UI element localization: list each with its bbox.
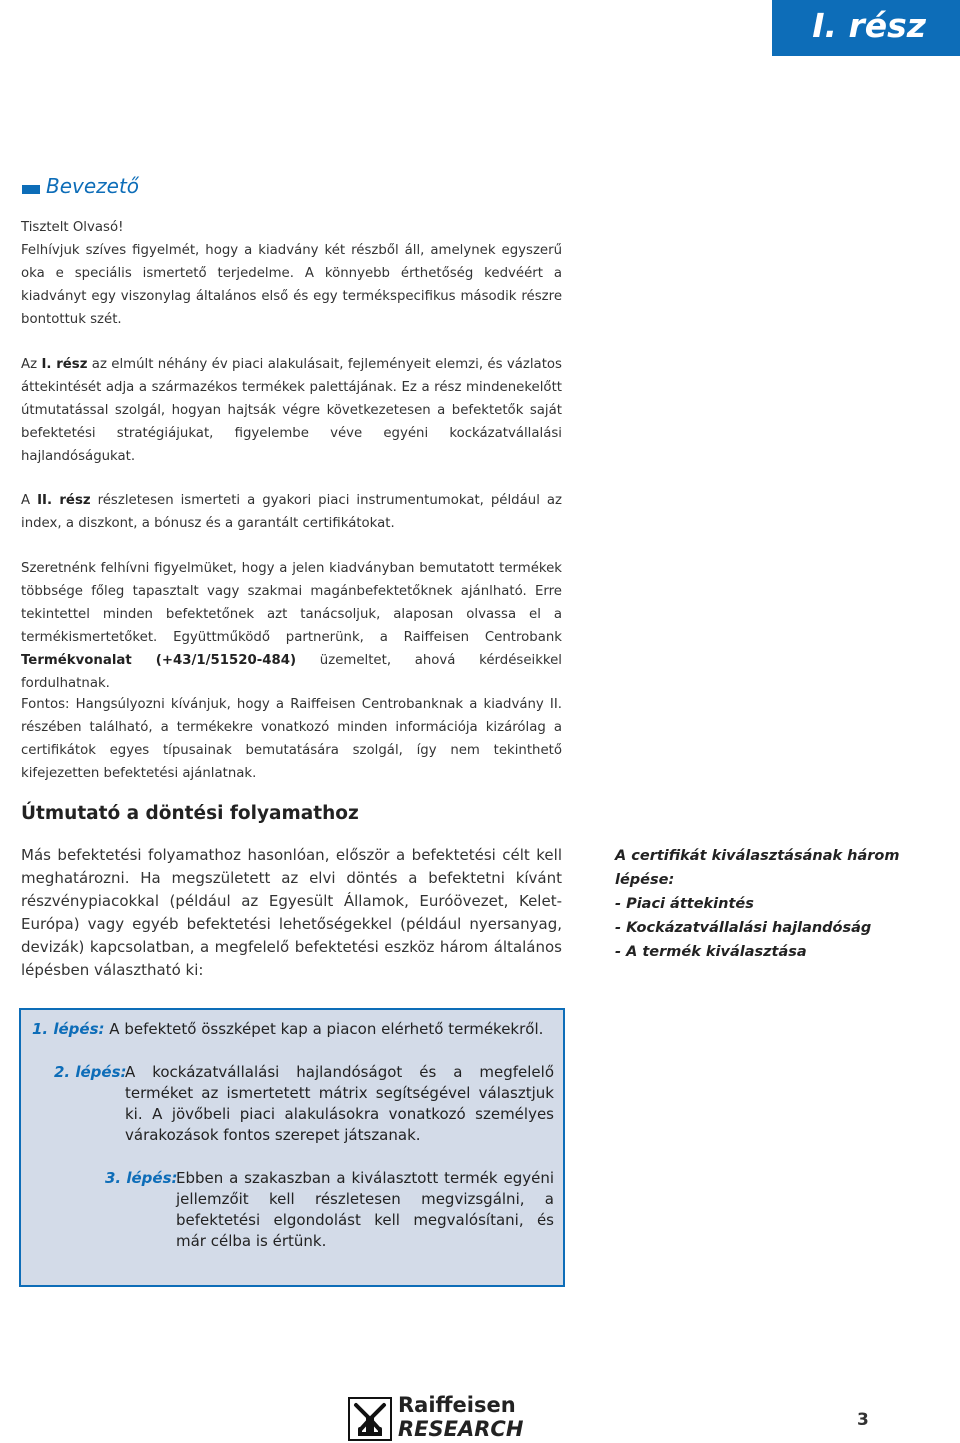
step-label: 1. lépés: bbox=[32, 1020, 105, 1038]
step-item bbox=[105, 1168, 555, 1250]
guide-paragraph: Más befektetési folyamathoz hasonlóan, először a befektetési célt kell meghatározni. Ha megszületett az elvi döntés a befektetni kívánt részvénypiacokkal (például az Egyesült Államok, Euróövezet, Kelet-Európa) vagy egyéb befektetési lehetőségekkel (például nyersanyag, devizák) kapcsolatban, a megfelelő befektetési eszköz három általános lépésben választható ki: bbox=[21, 846, 562, 979]
step-text: Ebben a szakaszban a kiválasztott termék egyéni jellemzőit kell részletesen megvizsgálni, a befektetési elgondolást kell megvalósítani, és már célba is értünk. bbox=[176, 1169, 554, 1250]
part-tab-label: I. rész bbox=[812, 6, 926, 45]
sidebar-line: lépése: bbox=[615, 872, 675, 888]
section-title: Bevezető bbox=[46, 174, 140, 198]
sidebar-line: - Piaci áttekintés bbox=[615, 896, 754, 912]
part-tab bbox=[772, 0, 960, 56]
salutation: Tisztelt Olvasó! bbox=[21, 220, 124, 235]
steps-box bbox=[19, 1008, 565, 1287]
guide-heading: Útmutató a döntési folyamathoz bbox=[21, 803, 359, 824]
page-number: 3 bbox=[857, 1410, 869, 1430]
brand-subtitle: RESEARCH bbox=[398, 1417, 524, 1441]
intro-paragraph-1: Felhívjuk szíves figyelmét, hogy a kiadvány két részből áll, amelynek egyszerű oka e speciális ismertető terjedelme. A könnyebb érthetőség kedvéért a kiadványt egy viszonylag általános első és egy termékspecifikus második részre bontottuk szét. bbox=[21, 243, 562, 327]
intro-paragraph-5: Fontos: Hangsúlyozni kívánjuk, hogy a Raiffeisen Centrobanknak a kiadvány II. részében található, a termékekre vonatkozó minden információja kizárólag a certifikátok egyes típusainak bemutatására szolgál, így nem tekinthető kifejezetten befektetési ajánlatnak. bbox=[21, 697, 562, 781]
section-marker bbox=[22, 185, 40, 194]
step-label: 2. lépés: bbox=[54, 1063, 127, 1081]
intro-paragraph-3: A II. rész részletesen ismerteti a gyakori piaci instrumentumokat, például az index, a diszkont, a bónusz és a garantált certifikátokat. bbox=[21, 493, 562, 531]
step-label: 3. lépés: bbox=[105, 1169, 178, 1187]
intro-paragraph-2: Az I. rész az elmúlt néhány év piaci alakulásait, fejleményeit elemzi, és vázlatos áttekintését adja a származékos termékek palettájának. Ez a rész mindenekelőtt útmutatással szolgál, hogyan hajtsák végre következetesen a befektetők saját befektetési stratégiájukat, figyelembe véve egyéni kockázatvállalási hajlandóságukat. bbox=[21, 357, 562, 464]
raiffeisen-gable-cross-icon bbox=[348, 1397, 392, 1441]
sidebar-line: - A termék kiválasztása bbox=[615, 944, 807, 960]
sidebar-line: - Kockázatvállalási hajlandóság bbox=[615, 920, 872, 936]
step-item bbox=[54, 1062, 554, 1144]
sidebar-note bbox=[615, 844, 935, 964]
sidebar-line: A certifikát kiválasztásának három bbox=[615, 848, 900, 864]
intro-paragraph-4: Szeretnénk felhívni figyelmüket, hogy a jelen kiadványban bemutatott termékek többsége főleg tapasztalt vagy szakmai magánbefektetőknek ajánlható. Erre tekintettel minden befektetőnek azt tanácsoljuk, alaposan olvassa el a termékismertetőket. Együttműködő partnerünk, a Raiffeisen Centrobank Termékvonalat (+43/1/51520-484) üzemeltet, ahová kérdéseikkel fordulhatnak. bbox=[21, 561, 562, 691]
step-item bbox=[32, 1019, 552, 1040]
brand-name: Raiffeisen bbox=[398, 1393, 516, 1417]
step-text: A kockázatvállalási hajlandóságot és a megfelelő terméket az ismertetett mátrix segítségével választjuk ki. A jövőbeli piaci alakulásokra vonatkozó személyes várakozások fontos szerepet játszanak. bbox=[125, 1063, 554, 1144]
step-text: A befektető összképet kap a piacon elérhető termékekről. bbox=[109, 1020, 544, 1038]
